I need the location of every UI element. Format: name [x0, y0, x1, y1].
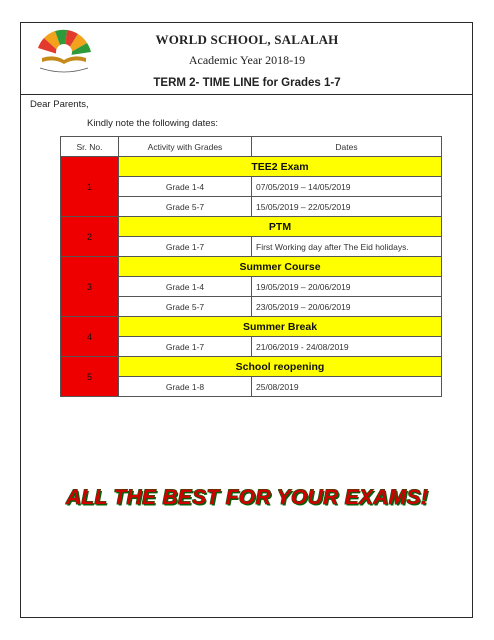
table-row: [61, 337, 442, 357]
sr-no-cell: 2: [61, 217, 119, 257]
date-cell: 19/05/2019 – 20/06/2019: [252, 277, 442, 297]
grade-cell: Grade 5-7: [119, 297, 252, 317]
sr-no-cell: 1: [61, 157, 119, 217]
table-row: [61, 197, 442, 217]
grade-cell: Grade 1-7: [119, 237, 252, 257]
section-title: PTM: [119, 217, 442, 237]
sr-no-cell: 3: [61, 257, 119, 317]
salutation: Dear Parents,: [30, 99, 89, 110]
section-title: TEE2 Exam: [119, 157, 442, 177]
header-divider: [20, 94, 473, 95]
date-cell: 23/05/2019 – 20/06/2019: [252, 297, 442, 317]
section-header-row: [61, 257, 442, 277]
table-row: [61, 297, 442, 317]
intro-text: Kindly note the following dates:: [87, 118, 218, 129]
section-header-row: [61, 357, 442, 377]
header-dates: Dates: [252, 137, 442, 157]
table-row: [61, 277, 442, 297]
table-row: [61, 237, 442, 257]
date-cell: First Working day after The Eid holidays.: [252, 237, 442, 257]
school-name: WORLD SCHOOL, SALALAH: [155, 32, 339, 47]
header-sr-no: Sr. No.: [61, 137, 119, 157]
header-activity: Activity with Grades: [119, 137, 252, 157]
grade-cell: Grade 1-7: [119, 337, 252, 357]
table-header-row: [61, 137, 442, 157]
section-header-row: [61, 157, 442, 177]
sr-no-cell: 4: [61, 317, 119, 357]
section-title: Summer Course: [119, 257, 442, 277]
grade-cell: Grade 1-4: [119, 177, 252, 197]
table-row: [61, 177, 442, 197]
timeline-table: [60, 136, 442, 397]
table-row: [61, 377, 442, 397]
section-header-row: [61, 317, 442, 337]
best-wishes-banner: ALL THE BEST FOR YOUR EXAMS!: [65, 486, 429, 509]
section-header-row: [61, 217, 442, 237]
academic-year: Academic Year 2018-19: [188, 53, 306, 67]
grade-cell: Grade 1-4: [119, 277, 252, 297]
term-title: TERM 2- TIME LINE for Grades 1-7: [153, 77, 341, 89]
date-cell: 21/06/2019 - 24/08/2019: [252, 337, 442, 357]
date-cell: 25/08/2019: [252, 377, 442, 397]
grade-cell: Grade 5-7: [119, 197, 252, 217]
section-title: School reopening: [119, 357, 442, 377]
section-title: Summer Break: [119, 317, 442, 337]
grade-cell: Grade 1-8: [119, 377, 252, 397]
date-cell: 07/05/2019 – 14/05/2019: [252, 177, 442, 197]
date-cell: 15/05/2019 – 22/05/2019: [252, 197, 442, 217]
sr-no-cell: 5: [61, 357, 119, 397]
